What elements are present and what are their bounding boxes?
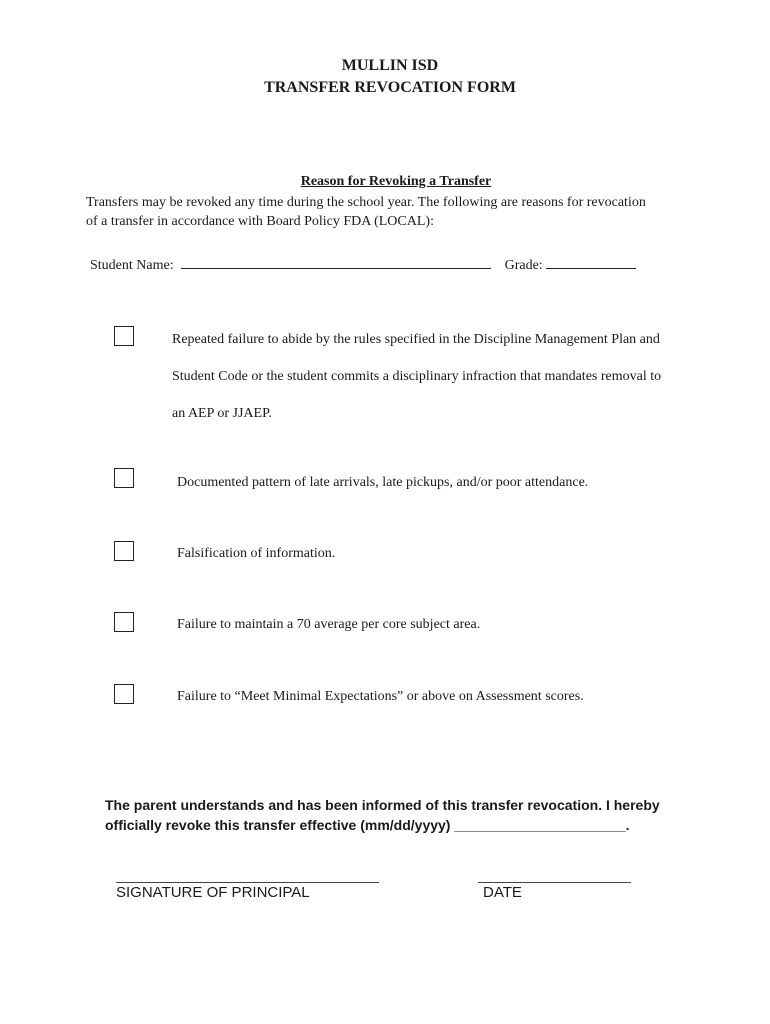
reason-checkbox-attendance[interactable] [114,468,134,488]
revocation-statement [105,795,725,835]
grade-field[interactable] [546,255,636,269]
reason-discipline [172,321,661,432]
statement-line: officially revoke this transfer effective (mm/dd/yyyy) ______________________. [105,817,630,833]
form-title: TRANSFER REVOCATION FORM [264,79,516,96]
date-signature-line[interactable] [478,882,631,883]
principal-signature-label: SIGNATURE OF PRINCIPAL [116,884,310,901]
reason-average: Failure to maintain a 70 average per core subject area. [177,617,481,632]
reason-checkbox-falsification[interactable] [114,541,134,561]
reason-line: an AEP or JJAEP. [172,406,272,421]
student-info-row [90,255,636,274]
principal-signature-line[interactable] [116,882,379,883]
reason-checkbox-average[interactable] [114,612,134,632]
reason-checkbox-discipline[interactable] [114,326,134,346]
reason-line: Repeated failure to abide by the rules specified in the Discipline Management Plan and [172,332,660,347]
intro-line: of a transfer in accordance with Board Policy FDA (LOCAL): [86,214,434,229]
reason-checkbox-assessment[interactable] [114,684,134,704]
reason-attendance: Documented pattern of late arrivals, late pickups, and/or poor attendance. [177,475,589,490]
student-name-field[interactable] [181,255,491,269]
form-district-title: MULLIN ISD [341,57,439,74]
reason-assessment: Failure to “Meet Minimal Expectations” or above on Assessment scores. [177,689,584,704]
intro-paragraph [86,193,726,231]
statement-line: The parent understands and has been informed of this transfer revocation. I hereby [105,797,660,813]
student-name-label: Student Name: [90,258,174,273]
reason-falsification: Falsification of information. [177,546,336,561]
grade-label: Grade: [504,258,543,273]
reason-line: Student Code or the student commits a disciplinary infraction that mandates removal to [172,369,662,384]
intro-line: Transfers may be revoked any time during the school year. The following are reasons for revocation [86,195,646,210]
date-label: DATE [483,884,522,901]
section-heading: Reason for Revoking a Transfer [300,174,492,189]
